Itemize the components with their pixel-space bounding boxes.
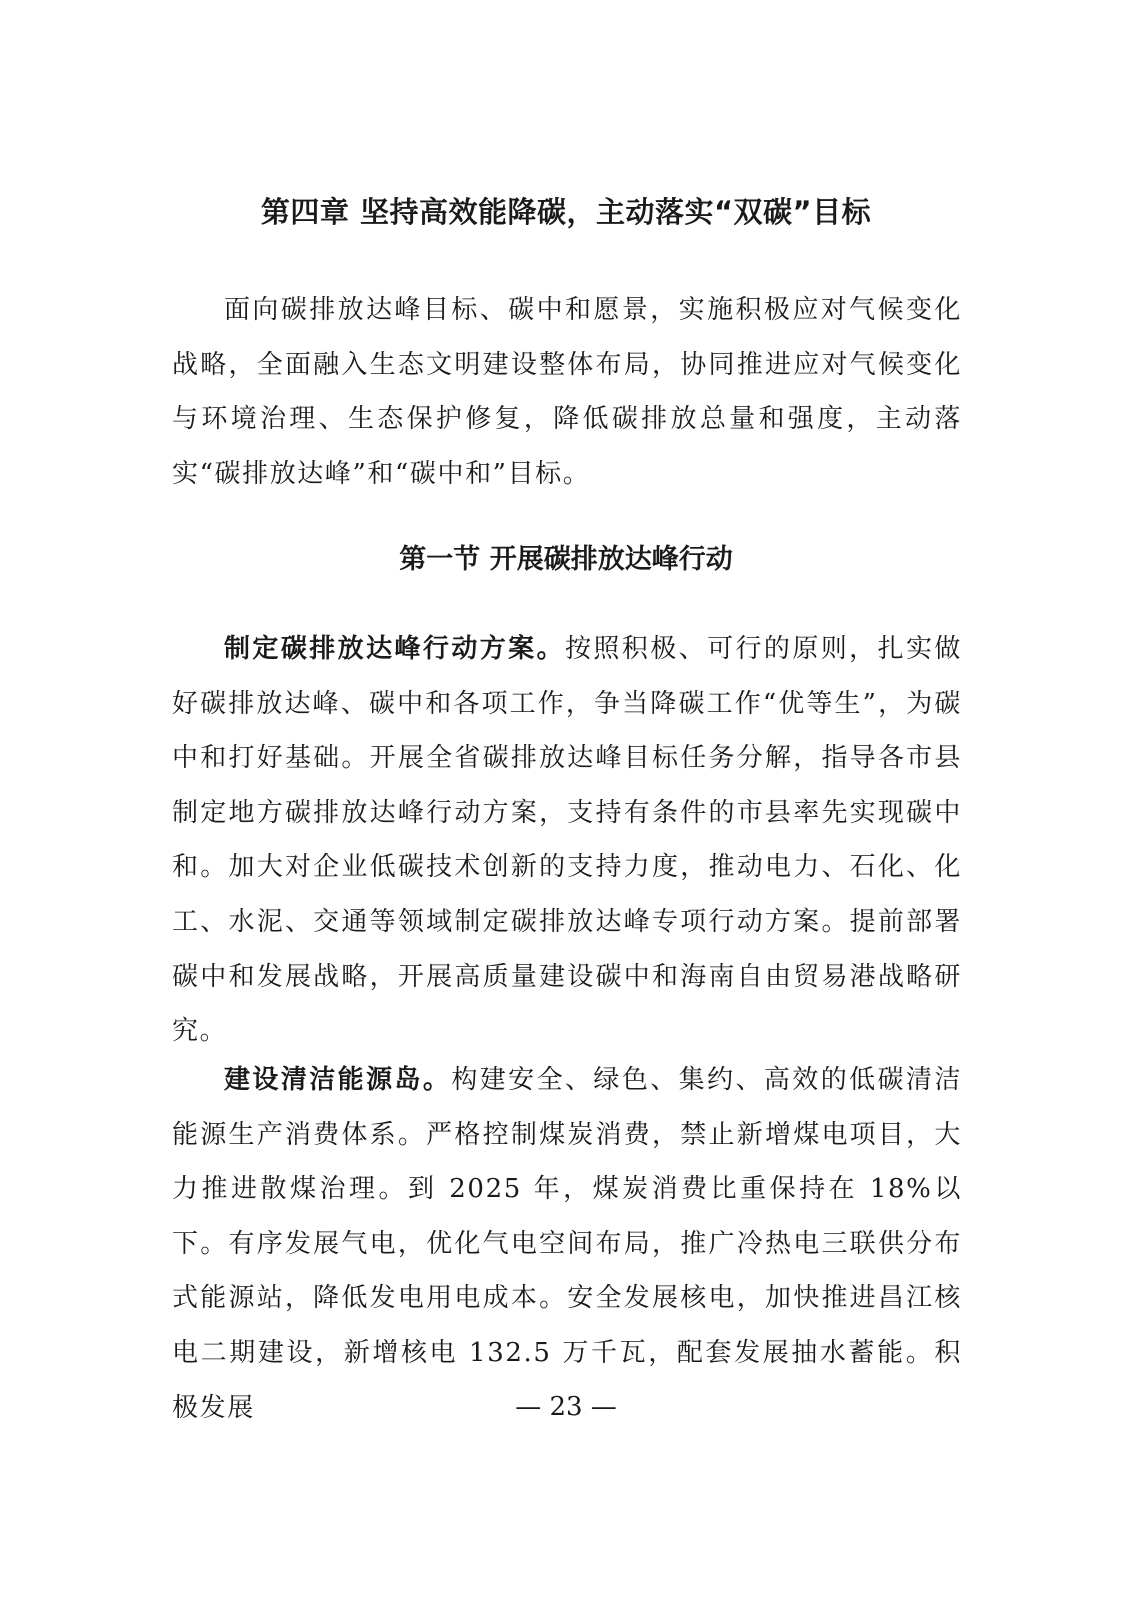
intro-paragraph: 面向碳排放达峰目标、碳中和愿景，实施积极应对气候变化战略，全面融入生态文明建设整体布局，协同推进应对气候变化与环境治理、生态保护修复，降低碳排放总量和强度，主动落实“碳排放达峰”和“碳中和”目标。 (172, 295, 962, 489)
paragraph-body-text: 按照积极、可行的原则，扎实做好碳排放达峰、碳中和各项工作，争当降碳工作“优等生”，为碳中和打好基础。开展全省碳排放达峰目标任务分解，指导各市县制定地方碳排放达峰行动方案，支持有条件的市县率先实现碳中和。加大对企业低碳技术创新的支持力度，推动电力、石化、化工、水泥、交通等领域制定碳排放达峰专项行动方案。提前部署碳中和发展战略，开展高质量建设碳中和海南自由贸易港战略研究。 (172, 634, 963, 1047)
section-title: 第一节 开展碳排放达峰行动 (399, 544, 733, 575)
intro-block (172, 283, 962, 501)
chapter-title: 第四章 坚持高效能降碳，主动落实“双碳”目标 (260, 195, 872, 229)
page-number: — 23 — (515, 1392, 617, 1422)
paragraph-lead-heading: 制定碳排放达峰行动方案。 (224, 634, 565, 664)
paragraph-carbon-peak-plan (172, 622, 962, 1059)
paragraph-lead-heading: 建设清洁能源岛。 (224, 1065, 452, 1095)
paragraph-block-1 (172, 622, 962, 1059)
paragraph-body-text: 构建安全、绿色、集约、高效的低碳清洁能源生产消费体系。严格控制煤炭消费，禁止新增煤电项目，大力推进散煤治理。到 2025 年，煤炭消费比重保持在 18%以下。有序发展气电，优化气电空间布局，推广冷热电三联供分布式能源站，降低发电用电成本。安全发展核电，加快推进昌江核电二期建设，新增核电 132.5 万千瓦，配套发展抽水蓄能。积极发展 (172, 1065, 962, 1423)
paragraph-clean-energy-island (172, 1053, 962, 1435)
paragraph-block-2 (172, 1053, 962, 1435)
